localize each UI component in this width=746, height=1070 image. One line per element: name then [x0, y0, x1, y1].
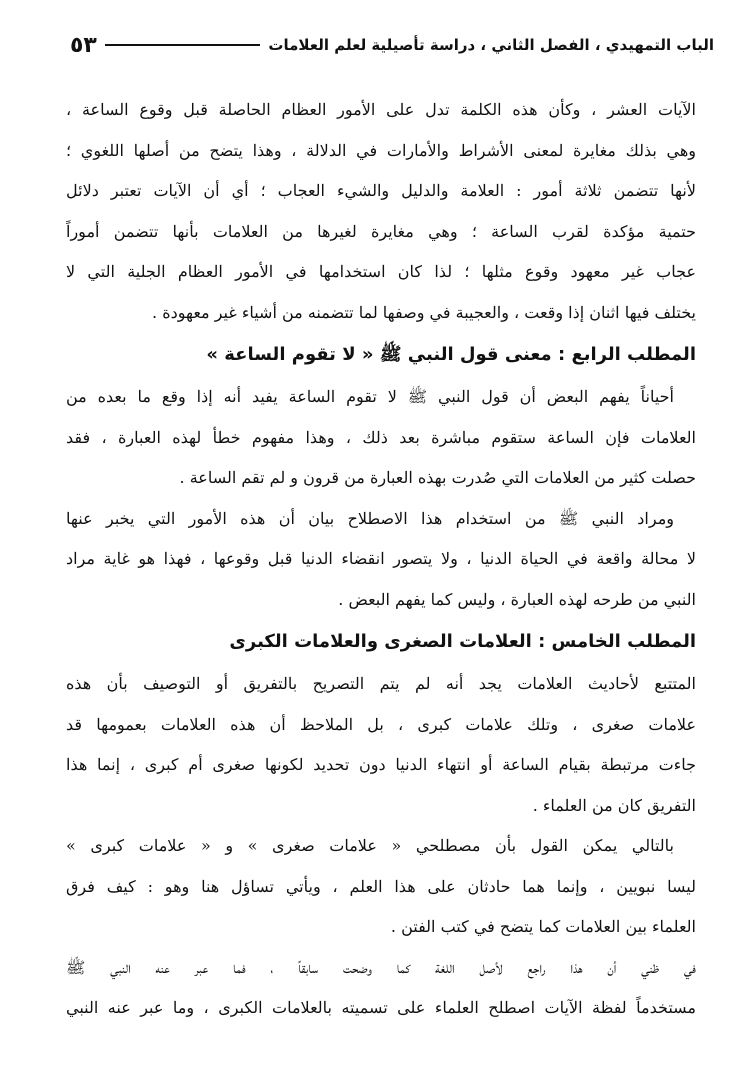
header-rule: [105, 44, 261, 46]
paragraph-3: [66, 499, 696, 621]
text-line: يختلف فيها اثنان إذا وقعت ، والعجيبة في وصفها لما تتضمنه من أشياء غير معهودة .: [152, 302, 696, 322]
text-line: التفريق كان من العلماء .: [532, 795, 696, 815]
text-line: المتتبع لأحاديث العلامات يجد أنه لم يتم التصريح بالتفريق أو التوصيف بأن هذه: [66, 674, 696, 693]
running-header: [70, 30, 714, 60]
text-line: عجاب غير معهود وقوع مثلها ؛ لذا كان استخدامها في الأمور العظام الجلية التي لا: [66, 262, 696, 281]
paragraph-6: [66, 948, 696, 1029]
paragraph-4: [66, 664, 696, 826]
text-line: حتمية مؤكدة لقرب الساعة ؛ وهي مغايرة لغيرها من العلامات بأنها تتضمن أموراً: [66, 221, 696, 241]
text-line: العلماء بين العلامات كما يتضح في كتب الفتن .: [390, 917, 696, 936]
text-line: بالتالي يمكن القول بأن مصطلحي « علامات صغرى » و « علامات كبرى »: [66, 836, 674, 855]
paragraph-5: [66, 826, 696, 948]
text-line: علامات صغرى ، وتلك علامات كبرى ، بل الملاحظ أن هذه العلامات بعمومها قد: [66, 714, 696, 734]
text-line: ومراد النبي ﷺ من استخدام هذا الاصطلاح بيان أن هذه الأمور التي يخبر عنها: [66, 508, 674, 528]
text-line: وهي بذلك مغايرة لمعنى الأشراط والأمارات في الدلالة ، وهذا يتضح من أصلها اللغوي ؛: [66, 140, 696, 160]
text-line: الآيات العشر ، وكأن هذه الكلمة تدل على الأمور العظام الحاصلة قبل وقوع الساعة ،: [66, 100, 696, 119]
text-line: لا محالة واقعة في الحياة الدنيا ، ولا يتصور انقضاء الدنيا قبل وقوعها ، فهذا هو غاية مراد: [66, 549, 696, 568]
section-heading-4: المطلب الرابع : معنى قول النبي ﷺ « لا تقوم الساعة »: [206, 344, 696, 365]
paragraph-1: [66, 90, 696, 333]
text-line: النبي من طرحه لهذه العبارة ، وليس كما يفهم البعض .: [338, 589, 696, 609]
text-line: في ظني أن هذا راجع لأصل اللغة كما وضحت سابقاً ، فما عبر عنه النبي ﷺ: [66, 957, 696, 977]
text-line: مستخدماً لفظة الآيات اصطلح العلماء على تسميته بالعلامات الكبرى ، وما عبر عنه النبي: [66, 998, 696, 1017]
page-body: [66, 90, 696, 1029]
text-line: ليسا نبويين ، وإنما هما حادثان على هذا العلم ، ويأتي تساؤل هنا وهو : كيف فرق: [66, 876, 696, 896]
text-line: أحياناً يفهم البعض أن قول النبي ﷺ لا تقوم الساعة يفيد أنه إذا وقع ما بعده من: [66, 387, 674, 406]
header-title: الباب التمهيدي ، الفصل الثاني ، دراسة تأصيلية لعلم العلامات: [268, 36, 714, 54]
text-line: العلامات فإن الساعة ستقوم مباشرة بعد ذلك ، وهذا مفهوم خطأ لهذه العبارة ، فقد: [66, 427, 696, 447]
paragraph-2: [66, 377, 696, 499]
text-line: حصلت كثير من العلامات التي صُدرت بهذه العبارة من قرون و لم تقم الساعة .: [179, 468, 696, 487]
text-line: لأنها تتضمن ثلاثة أمور : العلامة والدليل والشيء العجاب ؛ أي أن الآيات تعتبر دلائل: [66, 181, 696, 200]
text-line: جاءت مرتبطة بقيام الساعة أو انتهاء الدنيا دون تحديد لكونها صغرى أم كبرى ، إنما هذا: [66, 755, 696, 774]
section-heading-5: المطلب الخامس : العلامات الصغرى والعلامات الكبرى: [229, 631, 696, 652]
page-number: ٥٣: [70, 32, 97, 58]
